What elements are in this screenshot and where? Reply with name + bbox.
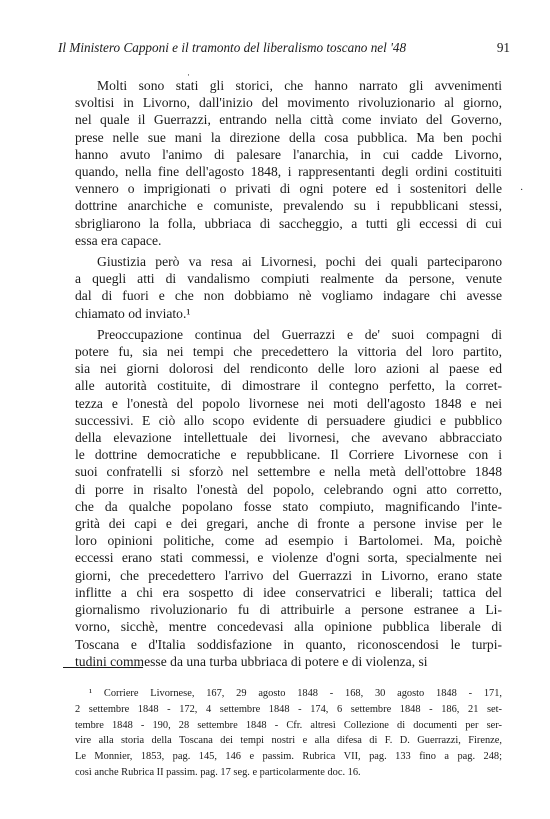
footnotes	[75, 686, 502, 781]
text-line: quando, nella fine dell'agosto 1848, i rappresentanti degli ordini costituiti	[75, 164, 502, 180]
text-line: vorno, sicchè, mentre concedevasi alla opinione pubblica liberale di	[75, 619, 502, 635]
text-line: essa era capace.	[75, 232, 162, 248]
text-line: giorni, che precedettero l'arrivo del Guerrazzi in Livorno, erano state	[75, 567, 502, 583]
page-number: 91	[496, 40, 510, 55]
text-line: dal di fuori e che non dobbiamo nè vogliamo indagare chi avesse	[75, 288, 502, 304]
text-line: grità dei capi e dei gregari, anche di fronte a persone invise per le	[75, 516, 502, 532]
text-line: Preoccupazione continua del Guerrazzi e de' suoi compagni di	[97, 326, 502, 342]
text-line: Molti sono stati gli storici, che hanno narrato gli avvenimenti	[97, 78, 502, 93]
text-line: loro opinioni politiche, come ad esempio i Bartolomei. Ma, poichè	[75, 533, 502, 549]
text-line: a quegli atti di vandalismo compiuti realmente da persone, venute	[75, 271, 502, 287]
text-line: tudini commesse da una turba ubbriaca di potere e di violenza, si	[75, 653, 428, 669]
running-title: Il Ministero Capponi e il tramonto del liberalismo toscano nel '48	[58, 40, 407, 55]
text-line: inflitte a chi era sospetto di idee conservatrici e liberali; tattica del	[75, 584, 502, 600]
text-line: sbrigliarono la folla, ubbriaca di saccheggio, a tutti gli eccessi di cui	[75, 215, 502, 231]
stray-mark-top: ·	[187, 70, 190, 80]
text-line: sia nei giorni dolorosi del rendiconto delle loro azioni al paese ed	[75, 361, 502, 377]
paragraph	[75, 326, 502, 670]
footnote-line: Le Monnier, 1853, pag. 145, 146 e passim. Rubrica VII, pag. 133 fino a pag. 248;	[75, 751, 502, 763]
text-line: che da qualche popolano fosse stato compiuto, magnificando l'inte-	[75, 498, 502, 514]
body-text	[75, 77, 502, 670]
footnote-line: 2 settembre 1848 - 172, 4 settembre 1848 - 174, 6 settembre 1848 - 186, 21 set-	[75, 703, 502, 715]
text-line: della elevazione intellettuale dei livornesi, che avevano abbracciato	[75, 430, 502, 446]
text-line: Toscana e d'Italia soddisfazione in quanto, riconoscendosi le turpi-	[75, 636, 502, 652]
text-line: le dottrine democratiche e repubblicane. Il Corriere Livornese con i	[75, 447, 502, 463]
footnote-line: ¹ Corriere Livornese, 167, 29 agosto 1848 - 168, 30 agosto 1848 - 171,	[89, 688, 502, 699]
text-line: hanno avuto l'animo di palesare l'anarchia, in cui cadde Livorno,	[75, 146, 502, 162]
paragraph	[75, 77, 502, 249]
text-line: svoltisi in Livorno, dall'inizio del movimento rivoluzionario al giorno,	[75, 95, 502, 111]
text-line: suoi confratelli si sforzò nel settembre e nella metà dell'ottobre 1848	[75, 464, 502, 480]
footnote-rule	[63, 667, 143, 668]
paragraph	[75, 253, 502, 322]
stray-mark-margin: ·	[520, 185, 524, 196]
text-line: tezza e l'onestà del popolo livornese nei moti dell'agosto 1848 e nei	[75, 395, 502, 411]
footnote-line: tembre 1848 - 190, 28 settembre 1848 - Cfr. altresì Collezione di documenti per ser-	[75, 719, 502, 731]
text-line: Giustizia però va resa ai Livornesi, pochi dei quali parteciparono	[97, 254, 502, 270]
text-line: eccessi erano stati commessi, e violenze d'ogni sorta, specialmente nei	[75, 550, 502, 566]
footnote-line: vire alla storia della Toscana dei tempi nostri e alla difesa di F. D. Guerrazzi, Firenze,	[75, 735, 502, 747]
text-line: prese nelle sue mani la direzione della cosa pubblica. Ma ben pochi	[75, 129, 502, 145]
text-line: successivi. E ciò allo scopo evidente di persuadere giudici e pubblico	[75, 412, 502, 428]
text-line: chiamato od inviato.¹	[75, 305, 191, 321]
footnote-line: così anche Rubrica II passim. pag. 17 seg. e particolarmente doc. 16.	[75, 766, 361, 778]
text-line: alle autorità costituite, di dimostrare il contegno perfetto, la corret-	[75, 378, 502, 394]
text-line: nel quale il Guerrazzi, entrando nella città come inviato del Governo,	[75, 112, 502, 128]
text-line: di porre in risalto l'onestà del popolo, celebrando ogni atto corretto,	[75, 481, 502, 497]
text-line: dottrine anarchiche e comuniste, prevalendo su i repubblicani stessi,	[75, 198, 502, 214]
text-line: potere fu, sia nei tempi che precedettero la vittoria del loro partito,	[75, 344, 502, 360]
text-line: giornalismo rivoluzionario fu di attribuirle a persone estranee a Li-	[75, 602, 502, 618]
text-line: vennero o imprigionati o privati di ogni potere ed i sostenitori delle	[75, 181, 502, 197]
